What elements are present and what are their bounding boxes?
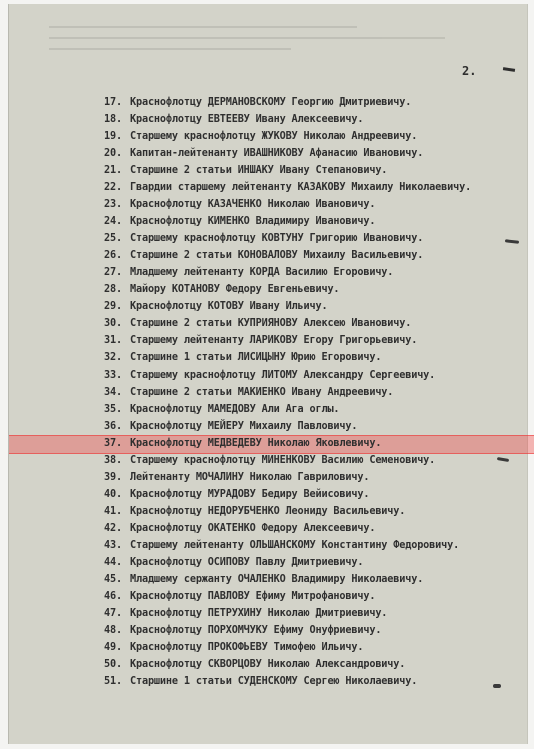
list-item: [104, 264, 524, 281]
list-item-number: 33.: [104, 369, 122, 381]
list-item: [104, 401, 524, 418]
list-item: [104, 486, 524, 503]
list-item-number: 46.: [104, 590, 122, 602]
list-item-number: 51.: [104, 676, 122, 688]
list-item-number: 47.: [104, 607, 122, 619]
list-item-text: Краснофлотцу ПАВЛОВУ Ефиму Митрофановичу.: [130, 590, 376, 602]
list-item-text: Краснофлотцу НЕДОРУБЧЕНКО Леониду Васильевичу.: [130, 505, 406, 517]
list-item: [104, 315, 524, 332]
list-item: [104, 230, 524, 247]
highlighted-list-item: [104, 435, 524, 452]
list-item-number: 42.: [104, 522, 122, 534]
list-item-text: Краснофлотцу ОКАТЕНКО Федору Алексеевичу.: [130, 522, 376, 534]
list-item-text: Краснофлотцу СКВОРЦОВУ Николаю Александровичу.: [130, 659, 406, 671]
list-item-number: 40.: [104, 488, 122, 500]
list-item: [104, 571, 524, 588]
list-item-number: 37.: [104, 437, 122, 449]
list-item-number: 29.: [104, 301, 122, 313]
list-item-text: Краснофлотцу КАЗАЧЕНКО Николаю Ивановичу.: [130, 199, 376, 211]
list-item: [104, 418, 524, 435]
list-item-text: Старшине 2 статьи ИНШАКУ Ивану Степановичу.: [130, 165, 388, 177]
list-item-number: 43.: [104, 539, 122, 551]
list-item: [104, 247, 524, 264]
list-item-number: 18.: [104, 114, 122, 126]
list-item-text: Старшему краснофлотцу МИНЕНКОВУ Василию Семеновичу.: [130, 454, 436, 466]
list-item-number: 50.: [104, 659, 122, 671]
list-item: [104, 196, 524, 213]
list-item-text: Лейтенанту МОЧАЛИНУ Николаю Гавриловичу.: [130, 471, 370, 483]
list-item: [104, 281, 524, 298]
bleed-through-header: [49, 26, 489, 56]
list-item: [104, 452, 524, 469]
list-item: [104, 111, 524, 128]
document-page: [8, 4, 528, 744]
list-item-number: 45.: [104, 573, 122, 585]
list-item: [104, 94, 524, 111]
list-item-number: 31.: [104, 335, 122, 347]
list-item-number: 22.: [104, 182, 122, 194]
list-item-number: 49.: [104, 642, 122, 653]
list-item: [104, 622, 524, 639]
page-number: 2.: [462, 64, 477, 78]
list-item-number: 23.: [104, 199, 122, 211]
list-item: [104, 554, 524, 571]
list-item-number: 28.: [104, 284, 122, 296]
list-item-text: Краснофлотцу ЕВТЕЕВУ Ивану Алексеевичу.: [130, 114, 364, 126]
list-item-number: 30.: [104, 318, 122, 330]
page-number-dash: [503, 67, 515, 72]
list-item-number: 24.: [104, 216, 122, 228]
list-item: [104, 384, 524, 401]
list-item: [104, 673, 524, 690]
list-item-text: Старшине 2 статьи МАКИЕНКО Ивану Андреевичу.: [130, 386, 394, 398]
list-item-number: 48.: [104, 624, 122, 636]
list-item-text: Краснофлотцу ДЕРМАНОВСКОМУ Георгию Дмитриевичу.: [130, 97, 412, 108]
list-item-text: Краснофлотцу МУРАДОВУ Бедиру Вейисовичу.: [130, 488, 370, 500]
list-item-number: 36.: [104, 420, 122, 432]
list-item-number: 38.: [104, 454, 122, 466]
list-item: [104, 179, 524, 196]
list-item-text: Краснофлотцу ОСИПОВУ Павлу Дмитриевичу.: [130, 556, 364, 568]
list-item: [104, 520, 524, 537]
list-item-text: Гвардии старшему лейтенанту КАЗАКОВУ Михаилу Николаевичу.: [130, 182, 472, 194]
list-item: [104, 639, 524, 656]
list-item-number: 34.: [104, 386, 122, 398]
list-item: [104, 298, 524, 315]
list-item-number: 41.: [104, 505, 122, 517]
list-item-text: Краснофлотцу ПЕТРУХИНУ Николаю Дмитриевичу.: [130, 607, 388, 619]
list-item-text: Краснофлотцу КОТОВУ Ивану Ильичу.: [130, 301, 328, 313]
list-item-number: 27.: [104, 267, 122, 279]
list-item-number: 44.: [104, 556, 122, 568]
list-item-text: Краснофлотцу ПОРХОМЧУКУ Ефиму Онуфриевичу.: [130, 624, 382, 636]
list-item-text: Капитан-лейтенанту ИВАШНИКОВУ Афанасию Ивановичу.: [130, 148, 424, 160]
list-item: [104, 213, 524, 230]
list-item-text: Младшему лейтенанту КОРДА Василию Егоровичу.: [130, 267, 394, 279]
list-item: [104, 349, 524, 366]
list-item-text: Старшине 2 статьи КОНОВАЛОВУ Михаилу Васильевичу.: [130, 250, 424, 262]
list-item-text: Старшему краснофлотцу ЖУКОВУ Николаю Андреевичу.: [130, 131, 418, 143]
list-item-number: 21.: [104, 165, 122, 177]
list-item-number: 20.: [104, 148, 122, 160]
list-item: [104, 469, 524, 486]
list-item-text: Старшему лейтенанту ЛАРИКОВУ Егору Григорьевичу.: [130, 335, 418, 347]
list-item: [104, 162, 524, 179]
list-item-number: 25.: [104, 233, 122, 245]
list-item-text: Майору КОТАНОВУ Федору Евгеньевичу.: [130, 284, 340, 296]
list-item-number: 26.: [104, 250, 122, 262]
list-item-text: Старшему краснофлотцу ЛИТОМУ Александру Сергеевичу.: [130, 369, 436, 381]
list-item: [104, 537, 524, 554]
list-item-text: Старшине 1 статьи ЛИСИЦЫНУ Юрию Егоровичу.: [130, 352, 382, 364]
list-item-number: 35.: [104, 403, 122, 415]
list-item-number: 32.: [104, 352, 122, 364]
list-item-text: Старшине 2 статьи КУПРИЯНОВУ Алексею Ивановичу.: [130, 318, 412, 330]
list-item-text: Краснофлотцу МЕЙЕРУ Михаилу Павловичу.: [130, 420, 358, 432]
list-item-text: Старшине 1 статьи СУДЕНСКОМУ Сергею Николаевичу.: [130, 676, 418, 688]
list-item-number: 19.: [104, 131, 122, 143]
list-item-text: Младшему сержанту ОЧАЛЕНКО Владимиру Николаевичу.: [130, 573, 424, 585]
list-item: [104, 128, 524, 145]
list-item: [104, 367, 524, 384]
list-item: [104, 588, 524, 605]
list-item-text: Краснофлотцу ПРОКОФЬЕВУ Тимофею Ильичу.: [130, 642, 364, 653]
list-item: [104, 605, 524, 622]
list-item-number: 17.: [104, 97, 122, 108]
list-item: [104, 145, 524, 162]
list-item-number: 39.: [104, 471, 122, 483]
list-item-text: Краснофлотцу МАМЕДОВУ Али Ага оглы.: [130, 403, 340, 415]
list-item-text: Краснофлотцу МЕДВЕДЕВУ Николаю Яковлевичу.: [130, 437, 382, 449]
entry-list: [104, 94, 524, 690]
list-item-text: Краснофлотцу КИМЕНКО Владимиру Ивановичу.: [130, 216, 376, 228]
list-item: [104, 503, 524, 520]
list-item: [104, 656, 524, 673]
list-item-text: Старшему краснофлотцу КОВТУНУ Григорию Ивановичу.: [130, 233, 424, 245]
list-item-text: Старшему лейтенанту ОЛЬШАНСКОМУ Константину Федоровичу.: [130, 539, 460, 551]
list-item: [104, 332, 524, 349]
